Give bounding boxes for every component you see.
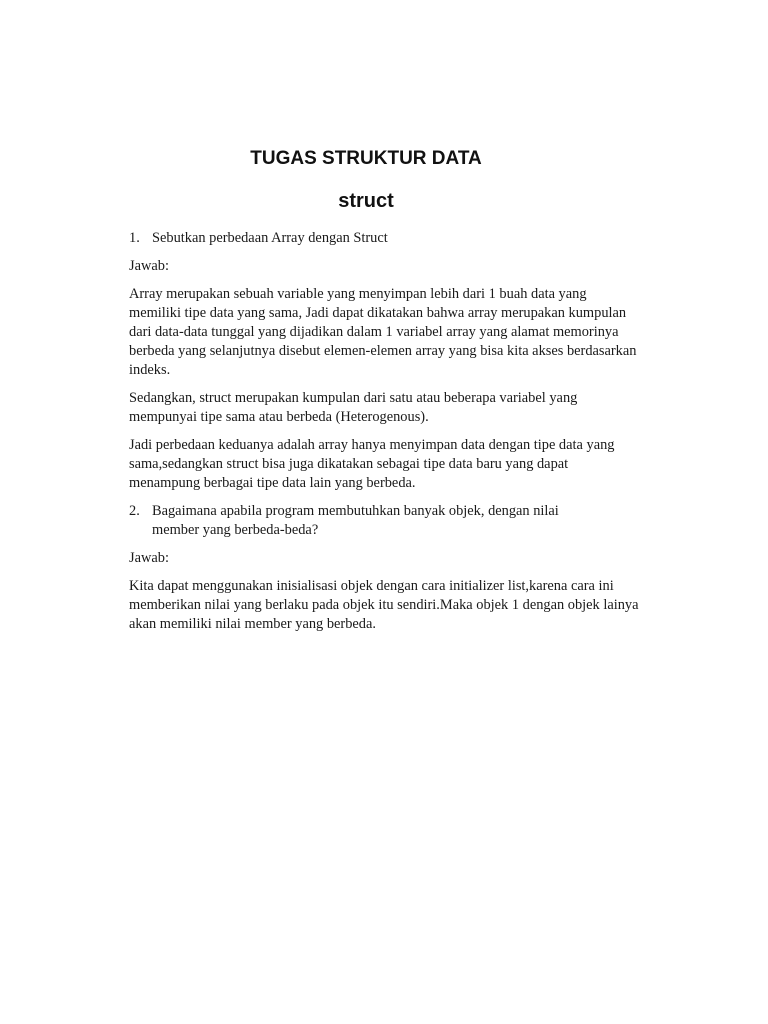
answer-1-paragraph: Jadi perbedaan keduanya adalah array hanya menyimpan data dengan tipe data yang sama,sedangkan struct bisa juga dikatakan sebagai tipe data baru yang dapat menampung berbagai tipe data lain yang berbeda.: [129, 437, 615, 491]
question-1-text: Sebutkan perbedaan Array dengan Struct: [152, 230, 388, 246]
document-title: TUGAS STRUKTUR DATA: [250, 148, 482, 169]
question-1-number: 1.: [129, 230, 140, 246]
question-1: [129, 229, 639, 248]
question-2: [129, 502, 639, 540]
answer-2-paragraph: Kita dapat menggunakan inisialisasi objek dengan cara initializer list,karena cara ini memberikan nilai yang berlaku pada objek itu sendiri.Maka objek 1 dengan objek lainya akan memiliki nilai member yang berbeda.: [129, 578, 639, 632]
document-subtitle: struct: [338, 190, 394, 212]
answer-1-label: Jawab:: [129, 258, 169, 274]
document-body: [129, 229, 639, 643]
answer-1-paragraph: Array merupakan sebuah variable yang menyimpan lebih dari 1 buah data yang memiliki tipe data yang sama, Jadi dapat dikatakan bahwa array merupakan kumpulan dari data-data tunggal yang dijadikan dalam 1 variabel array yang alamat memorinya berbeda yang selanjutnya disebut elemen-elemen array yang bisa kita akses berdasarkan indeks.: [129, 286, 637, 378]
question-2-text: Bagaimana apabila program membutuhkan banyak objek, dengan nilai member yang berbeda-beda?: [152, 503, 559, 538]
answer-1-paragraph: Sedangkan, struct merupakan kumpulan dari satu atau beberapa variabel yang mempunyai tipe sama atau berbeda (Heterogenous).: [129, 390, 578, 425]
question-2-number: 2.: [129, 503, 140, 519]
answer-2-label: Jawab:: [129, 550, 169, 566]
